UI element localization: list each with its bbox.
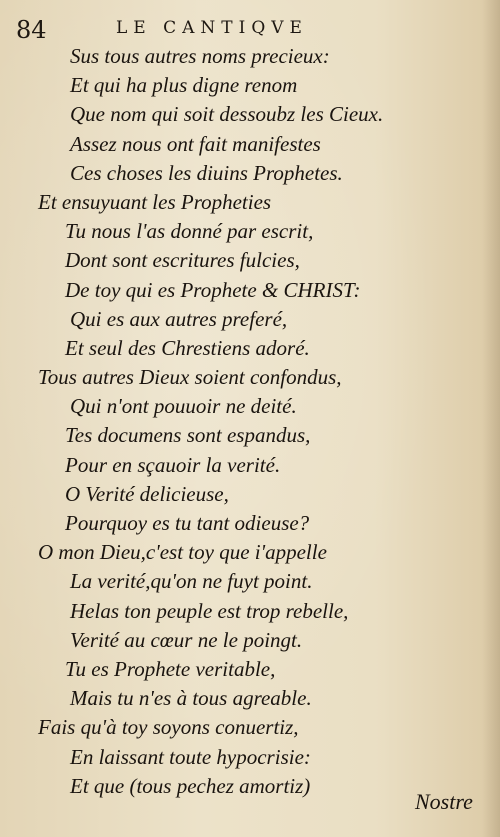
verse-line: Et que (tous pechez amortiz) — [70, 773, 311, 798]
page-number: 84 — [16, 16, 47, 44]
verse-line: Pour en sçauoir la verité. — [65, 452, 281, 477]
verse-line: Sus tous autres noms precieux: — [70, 44, 330, 68]
verse-line: Qui es aux autres preferé, — [70, 306, 288, 331]
verse-line: Tu nous l'as donné par escrit, — [65, 219, 314, 244]
verse-line: Tes documens sont espandus, — [65, 423, 311, 448]
verse-line: Ces choses les diuins Prophetes. — [70, 160, 343, 185]
verse-block — [0, 42, 500, 801]
verse-line: En laissant toute hypocrisie: — [70, 744, 311, 769]
verse-line: Et seul des Chrestiens adoré. — [65, 335, 310, 360]
verse-line: La verité,qu'on ne fuyt point. — [70, 569, 313, 594]
verse-line: Tous autres Dieux soient confondus, — [38, 365, 342, 390]
verse-line: Que nom qui soit dessoubz les Cieux. — [70, 102, 384, 127]
page-header — [0, 10, 500, 44]
verse-line: Mais tu n'es à tous agreable. — [70, 686, 312, 711]
verse-line: O Verité delicieuse, — [65, 481, 229, 506]
verse-line: Et qui ha plus digne renom — [70, 73, 298, 98]
verse-line: De toy qui es Prophete & CHRIST: — [65, 277, 361, 302]
verse-line: Fais qu'à toy soyons conuertiz, — [38, 715, 299, 740]
verse-line: O mon Dieu,c'est toy que i'appelle — [38, 540, 327, 565]
verse-line: Tu es Prophete veritable, — [65, 656, 276, 681]
verse-line: Dont sont escritures fulcies, — [65, 248, 300, 273]
verse-line: Verité au cœur ne le poingt. — [70, 627, 303, 652]
running-title: LE CANTIQVE — [116, 18, 308, 38]
verse-line: Helas ton peuple est trop rebelle, — [70, 598, 349, 623]
verse-line: Qui n'ont pouuoir ne deité. — [70, 394, 297, 419]
verse-line: Pourquoy es tu tant odieuse? — [65, 511, 310, 535]
verse-line: Assez nous ont fait manifestes — [70, 131, 321, 156]
catchword: Nostre — [415, 789, 473, 814]
verse-line: Et ensuyuant les Propheties — [38, 189, 272, 214]
